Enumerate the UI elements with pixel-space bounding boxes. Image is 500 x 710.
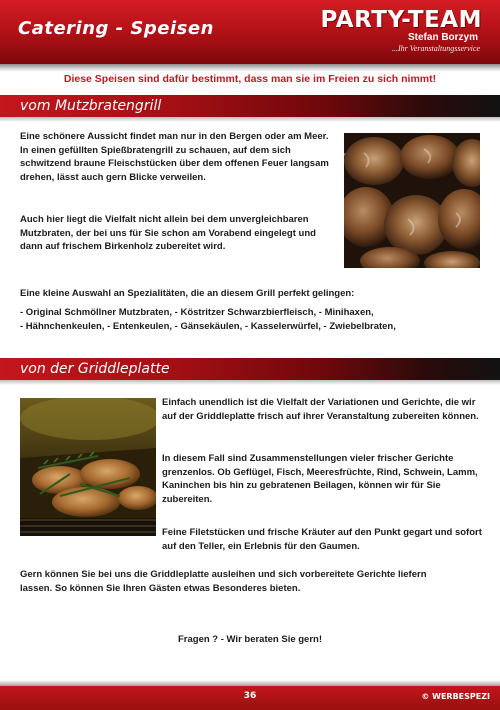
page-title: Catering - Speisen bbox=[18, 18, 214, 39]
section2-paragraph-1: Einfach unendlich ist die Vielfalt der Variationen und Gerichte, die wir auf der Griddleplatte frisch auf ihrer Veranstaltung zubereiten können. bbox=[162, 397, 479, 422]
section1-paragraph-1: Eine schönere Aussicht findet man nur in den Bergen oder am Meer. In einen gefüllten Spießbratengrill zu schauen, auf dem sich schwitzend braune Fleischstücken über dem offenen Feuer langsam drehen, lässt auch gern Blicke verweilen. bbox=[20, 131, 329, 183]
page-number: 36 bbox=[243, 691, 257, 701]
logo-owner: Stefan Borzym bbox=[407, 32, 478, 43]
section1-list-line-1: - Original Schmöllner Mutzbraten, - Köstritzer Schwarzbierfleisch, - Minihaxen, bbox=[20, 307, 374, 318]
party-team-logo bbox=[312, 8, 482, 54]
section-title: vom Mutzbratengrill bbox=[20, 98, 162, 114]
logo-name: PARTY-TEAM bbox=[320, 7, 482, 33]
section2-paragraph-3: Feine Filetstücken und frische Kräuter auf den Punkt gegart und sofort auf den Teller, ein Erlebnis für den Gaumen. bbox=[162, 527, 482, 552]
contact-note: Fragen ? - Wir beraten Sie gern! bbox=[177, 634, 323, 645]
section1-list-line-2: - Hähnchenkeulen, - Entenkeulen, - Gänsekäulen, - Kasselerwürfel, - Zwiebelbraten, bbox=[20, 321, 396, 332]
section-header-griddleplatte bbox=[0, 358, 500, 380]
notice-text: Diese Speisen sind dafür bestimmt, dass man sie im Freien zu sich nimmt! bbox=[63, 73, 437, 85]
page-header bbox=[0, 0, 500, 64]
page-footer bbox=[0, 686, 500, 710]
section2-paragraph-4: Gern können Sie bei uns die Griddleplatte ausleihen und sich vorbereitete Gerichte liefern lassen. So können Sie Ihren Gästen etwas Besonderes bieten. bbox=[20, 569, 427, 594]
section1-paragraph-3: Eine kleine Auswahl an Spezialitäten, die an diesem Grill perfekt gelingen: bbox=[20, 288, 355, 299]
section-header-mutzbratengrill bbox=[0, 95, 500, 117]
logo-tagline: ...Ihr Veranstaltungsservice bbox=[392, 44, 480, 53]
mutzbraten-grill-photo bbox=[344, 133, 480, 268]
section2-paragraph-2: In diesem Fall sind Zusammenstellungen vieler frischer Gerichte grenzenlos. Ob Geflügel, Fisch, Meeresfrüchte, Rind, Schwein, Lamm, Kaninchen bis hin zu gebratenen Beilagen, können wir für Sie zubereiten. bbox=[162, 453, 478, 505]
copyright-text: © WERBESPEZI bbox=[421, 692, 490, 701]
header-divider bbox=[0, 64, 500, 72]
griddleplatte-photo bbox=[20, 398, 156, 536]
section-title: von der Griddleplatte bbox=[20, 361, 170, 377]
section1-paragraph-2: Auch hier liegt die Vielfalt nicht allein bei dem unvergleichbaren Mutzbraten, der bei uns für Sie schon am Vorabend eingelegt und dann auf frischem Birkenholz zubereitet wird. bbox=[20, 214, 316, 252]
